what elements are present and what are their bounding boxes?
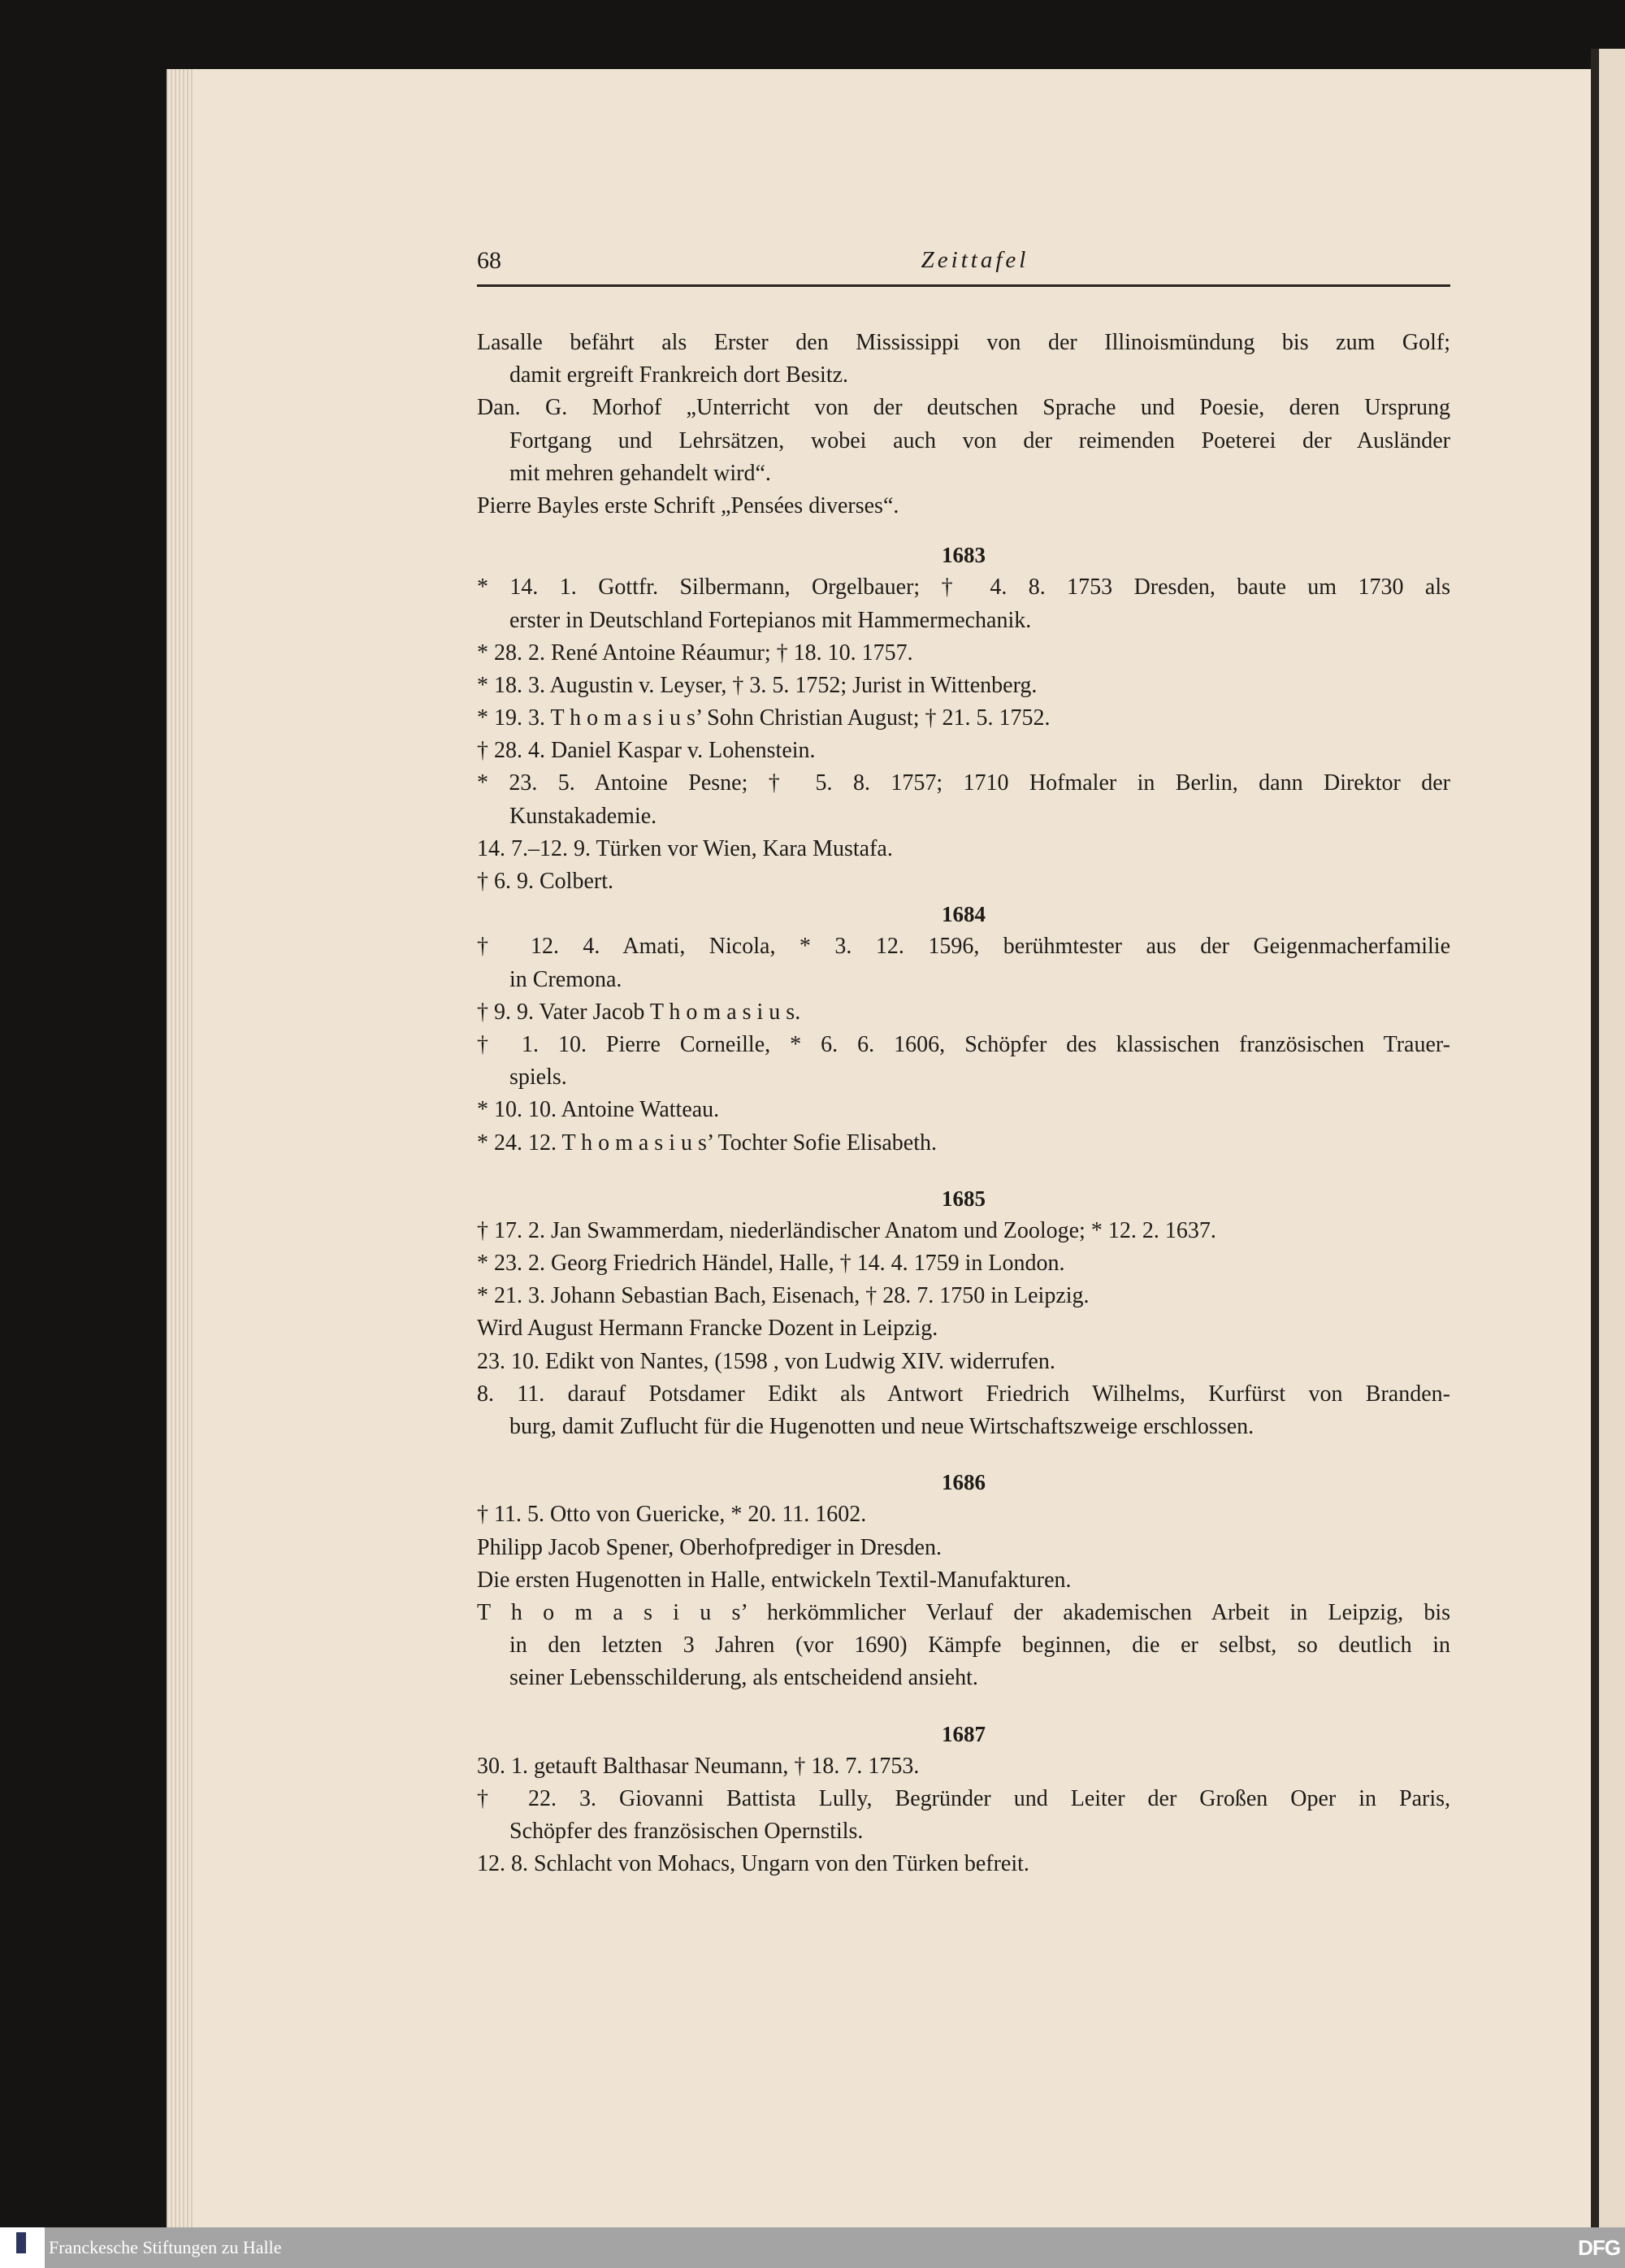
text-line: * 23. 2. Georg Friedrich Händel, Halle, † 14. 4. 1759 in London.	[477, 1251, 1065, 1277]
text-line: Philipp Jacob Spener, Oberhofprediger in Dresden.	[477, 1534, 942, 1560]
statue-icon	[16, 2232, 26, 2253]
timeline-entry	[477, 637, 1450, 670]
year-heading: 1687	[942, 1721, 986, 1746]
text-line: † 22. 3. Giovanni Battista Lully, Begründer und Leiter der Großen Oper in Paris,	[477, 1785, 1450, 1811]
text-line: 30. 1. getauft Balthasar Neumann, † 18. 7. 1753.	[477, 1753, 920, 1779]
text-line: Kunstakademie.	[509, 803, 657, 829]
text-line: spiels.	[509, 1065, 567, 1091]
text-line: 8. 11. darauf Potsdamer Edikt als Antwort Friedrich Wilhelms, Kurfürst von Branden-	[477, 1381, 1450, 1407]
timeline-entry	[477, 1094, 1450, 1126]
text-line: Fortgang und Lehrsätzen, wobei auch von der reimenden Poeterei der Ausländer	[509, 427, 1450, 453]
text-line: 12. 8. Schlacht von Mohacs, Ungarn von den Türken befreit.	[477, 1851, 1029, 1877]
timeline-entry	[477, 833, 1450, 865]
timeline-entry	[477, 1280, 1450, 1312]
text-line: Wird August Hermann Francke Dozent in Leipzig.	[477, 1316, 938, 1342]
timeline-entry	[477, 865, 1450, 898]
timeline-entry	[477, 490, 1450, 523]
text-line: * 24. 12. T h o m a s i u s’ Tochter Sofie Elisabeth.	[477, 1130, 938, 1156]
text-line: * 10. 10. Antoine Watteau.	[477, 1097, 720, 1123]
text-line: * 23. 5. Antoine Pesne; † 5. 8. 1757; 1710 Hofmaler in Berlin, dann Direktor der	[477, 770, 1450, 796]
text-line: damit ergreift Frankreich dort Besitz.	[509, 362, 849, 388]
institution-logo	[0, 2227, 45, 2268]
text-line: Dan. G. Morhof „Unterricht von der deutschen Sprache und Poesie, deren Ursprung	[477, 395, 1450, 421]
text-line: * 14. 1. Gottfr. Silbermann, Orgelbauer; † 4. 8. 1753 Dresden, baute um 1730 als	[477, 575, 1450, 601]
timeline-entry	[477, 1029, 1450, 1094]
footer-bar	[0, 2227, 1625, 2268]
text-line: † 1. 10. Pierre Corneille, * 6. 6. 1606, Schöpfer des klassischen französischen Trauer-	[477, 1031, 1450, 1057]
text-line: 14. 7.–12. 9. Türken vor Wien, Kara Mustafa.	[477, 835, 893, 861]
text-line: in Cremona.	[509, 966, 622, 992]
timeline-body	[477, 327, 1450, 1880]
timeline-entry	[477, 735, 1450, 767]
text-line: erster in Deutschland Fortepianos mit Hammermechanik.	[509, 607, 1032, 633]
timeline-entry	[477, 1564, 1450, 1597]
text-line: Schöpfer des französischen Opernstils.	[509, 1819, 864, 1845]
text-line: † 6. 9. Colbert.	[477, 869, 613, 894]
timeline-entry	[477, 767, 1450, 832]
timeline-entry	[477, 930, 1450, 995]
text-line: * 18. 3. Augustin v. Leyser, † 3. 5. 1752; Jurist in Wittenberg.	[477, 672, 1038, 698]
institution-name: Franckesche Stiftungen zu Halle	[49, 2237, 282, 2257]
timeline-entry	[477, 1378, 1450, 1443]
text-line: in den letzten 3 Jahren (vor 1690) Kämpfe beginnen, die er selbst, so deutlich in	[509, 1633, 1450, 1659]
timeline-entry	[477, 392, 1450, 490]
text-line: † 28. 4. Daniel Kaspar v. Lohenstein.	[477, 738, 816, 764]
timeline-entry	[477, 1783, 1450, 1848]
text-line: * 19. 3. T h o m a s i u s’ Sohn Christian August; † 21. 5. 1752.	[477, 705, 1051, 731]
text-line: mit mehren gehandelt wird“.	[509, 460, 771, 486]
adjacent-page	[1599, 49, 1625, 2227]
text-line: T h o m a s i u s’ herkömmlicher Verlauf der akademischen Arbeit in Leipzig, bis	[477, 1599, 1450, 1625]
text-line: † 17. 2. Jan Swammerdam, niederländischer Anatom und Zoologe; * 12. 2. 1637.	[477, 1217, 1216, 1243]
year-heading: 1685	[942, 1186, 986, 1211]
text-line: burg, damit Zuflucht für die Hugenotten und neue Wirtschaftszweige erschlossen.	[509, 1414, 1254, 1439]
timeline-entry	[477, 1312, 1450, 1345]
header-rule	[477, 284, 1450, 287]
timeline-entry	[477, 1750, 1450, 1783]
timeline-entry	[477, 1346, 1450, 1378]
timeline-entry	[477, 327, 1450, 392]
text-line: Die ersten Hugenotten in Halle, entwickeln Textil-Manufakturen.	[477, 1567, 1072, 1593]
timeline-entry	[477, 1247, 1450, 1280]
text-line: † 12. 4. Amati, Nicola, * 3. 12. 1596, berühmtester aus der Geigenmacherfamilie	[477, 934, 1450, 960]
text-line: † 9. 9. Vater Jacob T h o m a s i u s.	[477, 999, 801, 1025]
dfg-logo: DFG	[1578, 2235, 1620, 2260]
text-line: † 11. 5. Otto von Guericke, * 20. 11. 1602.	[477, 1502, 867, 1528]
text-line: 23. 10. Edikt von Nantes, (1598 , von Ludwig XIV. widerrufen.	[477, 1348, 1055, 1374]
timeline-entry	[477, 996, 1450, 1029]
timeline-entry	[477, 702, 1450, 735]
timeline-entry	[477, 1848, 1450, 1880]
timeline-entry	[477, 670, 1450, 702]
timeline-entry	[477, 1498, 1450, 1531]
running-title: Zeittafel	[921, 247, 1029, 273]
text-line: * 21. 3. Johann Sebastian Bach, Eisenach, † 28. 7. 1750 in Leipzig.	[477, 1283, 1090, 1309]
timeline-entry	[477, 1215, 1450, 1247]
timeline-entry	[477, 571, 1450, 636]
text-line: Lasalle befährt als Erster den Mississippi von der Illinoismündung bis zum Golf;	[477, 330, 1450, 355]
timeline-entry	[477, 1597, 1450, 1695]
timeline-entry	[477, 1532, 1450, 1564]
year-heading: 1684	[942, 902, 986, 927]
year-heading: 1686	[942, 1470, 986, 1495]
year-heading: 1683	[942, 543, 986, 568]
page-number: 68	[477, 247, 501, 274]
text-line: Pierre Bayles erste Schrift „Pensées diverses“.	[477, 492, 899, 518]
page-edge-stack	[167, 69, 194, 2227]
text-line: seiner Lebensschilderung, als entscheidend ansieht.	[509, 1665, 978, 1691]
text-line: * 28. 2. René Antoine Réaumur; † 18. 10. 1757.	[477, 640, 913, 666]
timeline-entry	[477, 1127, 1450, 1160]
book-gutter	[1591, 49, 1599, 2227]
